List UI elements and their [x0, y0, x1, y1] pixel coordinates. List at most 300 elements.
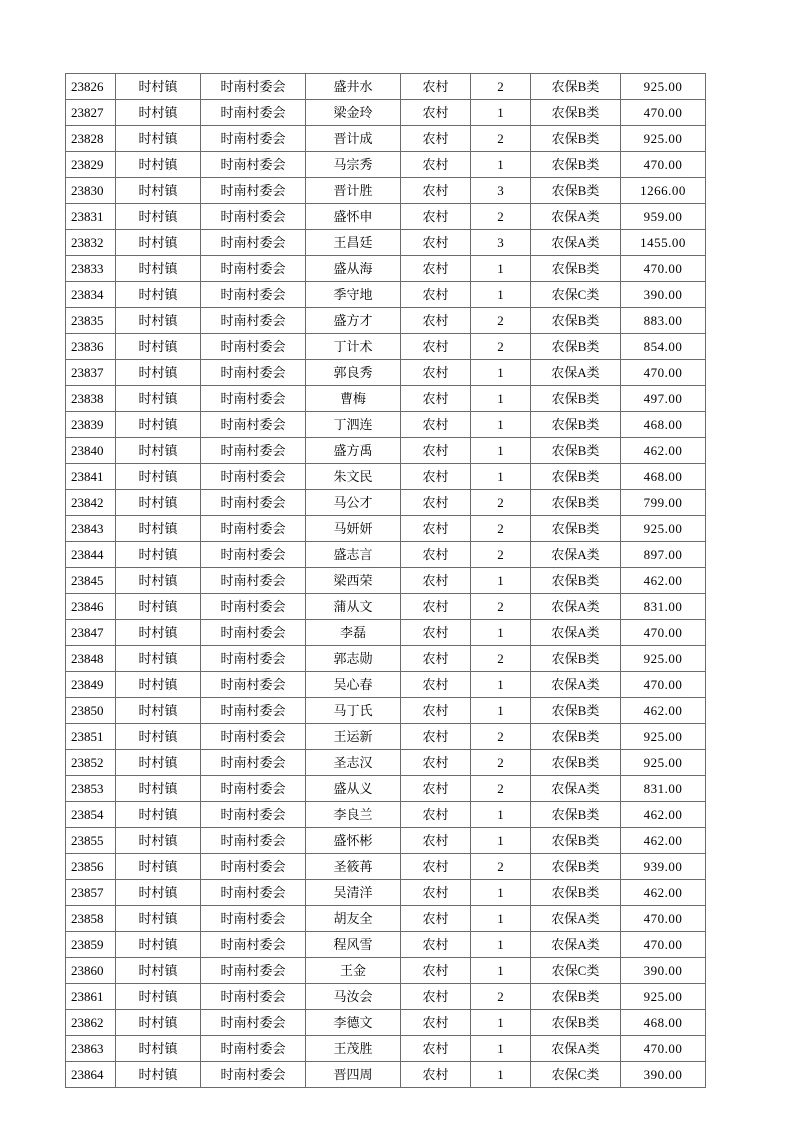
person-count-cell: 1	[471, 464, 531, 490]
amount-cell: 468.00	[621, 464, 706, 490]
amount-cell: 470.00	[621, 1036, 706, 1062]
category-cell: 农村	[401, 308, 471, 334]
category-cell: 农村	[401, 906, 471, 932]
town-cell: 时村镇	[116, 828, 201, 854]
person-name-cell: 盛怀申	[306, 204, 401, 230]
person-name-cell: 盛方才	[306, 308, 401, 334]
serial-number-cell: 23863	[66, 1036, 116, 1062]
category-cell: 农村	[401, 620, 471, 646]
amount-cell: 390.00	[621, 1062, 706, 1088]
person-count-cell: 2	[471, 516, 531, 542]
village-committee-cell: 时南村委会	[201, 776, 306, 802]
town-cell: 时村镇	[116, 568, 201, 594]
insurance-type-cell: 农保C类	[531, 282, 621, 308]
town-cell: 时村镇	[116, 880, 201, 906]
table-row	[66, 178, 706, 204]
insurance-type-cell: 农保A类	[531, 230, 621, 256]
serial-number-cell: 23834	[66, 282, 116, 308]
table-row	[66, 828, 706, 854]
category-cell: 农村	[401, 412, 471, 438]
town-cell: 时村镇	[116, 646, 201, 672]
town-cell: 时村镇	[116, 776, 201, 802]
town-cell: 时村镇	[116, 854, 201, 880]
table-row	[66, 438, 706, 464]
town-cell: 时村镇	[116, 1036, 201, 1062]
person-name-cell: 盛井水	[306, 74, 401, 100]
person-name-cell: 晋四周	[306, 1062, 401, 1088]
insurance-type-cell: 农保A类	[531, 1036, 621, 1062]
town-cell: 时村镇	[116, 698, 201, 724]
category-cell: 农村	[401, 984, 471, 1010]
person-name-cell: 马妍妍	[306, 516, 401, 542]
town-cell: 时村镇	[116, 802, 201, 828]
serial-number-cell: 23833	[66, 256, 116, 282]
town-cell: 时村镇	[116, 594, 201, 620]
category-cell: 农村	[401, 516, 471, 542]
person-count-cell: 2	[471, 334, 531, 360]
insurance-type-cell: 农保B类	[531, 464, 621, 490]
insurance-type-cell: 农保B类	[531, 334, 621, 360]
insurance-type-cell: 农保B类	[531, 802, 621, 828]
category-cell: 农村	[401, 698, 471, 724]
village-committee-cell: 时南村委会	[201, 360, 306, 386]
amount-cell: 925.00	[621, 724, 706, 750]
amount-cell: 1266.00	[621, 178, 706, 204]
village-committee-cell: 时南村委会	[201, 1062, 306, 1088]
person-name-cell: 王茂胜	[306, 1036, 401, 1062]
person-name-cell: 圣筱苒	[306, 854, 401, 880]
village-committee-cell: 时南村委会	[201, 1010, 306, 1036]
person-name-cell: 丁泗连	[306, 412, 401, 438]
amount-cell: 470.00	[621, 906, 706, 932]
serial-number-cell: 23859	[66, 932, 116, 958]
person-name-cell: 朱文民	[306, 464, 401, 490]
insurance-type-cell: 农保B类	[531, 880, 621, 906]
person-count-cell: 1	[471, 698, 531, 724]
person-name-cell: 盛从义	[306, 776, 401, 802]
town-cell: 时村镇	[116, 74, 201, 100]
village-committee-cell: 时南村委会	[201, 334, 306, 360]
table-body	[66, 74, 706, 1088]
table-row	[66, 74, 706, 100]
category-cell: 农村	[401, 438, 471, 464]
amount-cell: 468.00	[621, 1010, 706, 1036]
person-count-cell: 2	[471, 646, 531, 672]
category-cell: 农村	[401, 334, 471, 360]
serial-number-cell: 23852	[66, 750, 116, 776]
category-cell: 农村	[401, 386, 471, 412]
town-cell: 时村镇	[116, 282, 201, 308]
table-row	[66, 880, 706, 906]
village-committee-cell: 时南村委会	[201, 698, 306, 724]
serial-number-cell: 23826	[66, 74, 116, 100]
person-count-cell: 1	[471, 828, 531, 854]
table-row	[66, 750, 706, 776]
table-row	[66, 984, 706, 1010]
person-name-cell: 程风雪	[306, 932, 401, 958]
town-cell: 时村镇	[116, 932, 201, 958]
village-committee-cell: 时南村委会	[201, 308, 306, 334]
person-name-cell: 盛志言	[306, 542, 401, 568]
insurance-type-cell: 农保C类	[531, 1062, 621, 1088]
category-cell: 农村	[401, 932, 471, 958]
category-cell: 农村	[401, 828, 471, 854]
amount-cell: 468.00	[621, 412, 706, 438]
village-committee-cell: 时南村委会	[201, 74, 306, 100]
category-cell: 农村	[401, 672, 471, 698]
table-row	[66, 854, 706, 880]
town-cell: 时村镇	[116, 152, 201, 178]
village-committee-cell: 时南村委会	[201, 906, 306, 932]
village-committee-cell: 时南村委会	[201, 438, 306, 464]
town-cell: 时村镇	[116, 750, 201, 776]
person-name-cell: 王金	[306, 958, 401, 984]
amount-cell: 390.00	[621, 282, 706, 308]
serial-number-cell: 23861	[66, 984, 116, 1010]
person-count-cell: 1	[471, 100, 531, 126]
table-row	[66, 204, 706, 230]
person-name-cell: 郭良秀	[306, 360, 401, 386]
insurance-type-cell: 农保B类	[531, 256, 621, 282]
table-row	[66, 230, 706, 256]
town-cell: 时村镇	[116, 1010, 201, 1036]
insurance-type-cell: 农保B类	[531, 74, 621, 100]
table-row	[66, 672, 706, 698]
table-row	[66, 1062, 706, 1088]
table-row	[66, 698, 706, 724]
table-row	[66, 932, 706, 958]
category-cell: 农村	[401, 490, 471, 516]
amount-cell: 462.00	[621, 828, 706, 854]
amount-cell: 497.00	[621, 386, 706, 412]
person-name-cell: 吴清洋	[306, 880, 401, 906]
town-cell: 时村镇	[116, 334, 201, 360]
person-count-cell: 3	[471, 178, 531, 204]
person-name-cell: 晋计成	[306, 126, 401, 152]
amount-cell: 462.00	[621, 802, 706, 828]
person-count-cell: 1	[471, 152, 531, 178]
serial-number-cell: 23836	[66, 334, 116, 360]
amount-cell: 462.00	[621, 438, 706, 464]
person-name-cell: 李磊	[306, 620, 401, 646]
person-count-cell: 2	[471, 984, 531, 1010]
person-count-cell: 1	[471, 672, 531, 698]
serial-number-cell: 23860	[66, 958, 116, 984]
insurance-type-cell: 农保B类	[531, 828, 621, 854]
category-cell: 农村	[401, 854, 471, 880]
serial-number-cell: 23851	[66, 724, 116, 750]
person-name-cell: 王运新	[306, 724, 401, 750]
serial-number-cell: 23855	[66, 828, 116, 854]
insurance-type-cell: 农保B类	[531, 386, 621, 412]
category-cell: 农村	[401, 1062, 471, 1088]
person-count-cell: 2	[471, 542, 531, 568]
table-row	[66, 386, 706, 412]
village-committee-cell: 时南村委会	[201, 100, 306, 126]
town-cell: 时村镇	[116, 724, 201, 750]
category-cell: 农村	[401, 958, 471, 984]
category-cell: 农村	[401, 204, 471, 230]
category-cell: 农村	[401, 152, 471, 178]
village-committee-cell: 时南村委会	[201, 516, 306, 542]
serial-number-cell: 23841	[66, 464, 116, 490]
village-committee-cell: 时南村委会	[201, 984, 306, 1010]
village-committee-cell: 时南村委会	[201, 230, 306, 256]
insurance-type-cell: 农保B类	[531, 984, 621, 1010]
town-cell: 时村镇	[116, 516, 201, 542]
amount-cell: 831.00	[621, 776, 706, 802]
person-name-cell: 马宗秀	[306, 152, 401, 178]
serial-number-cell: 23858	[66, 906, 116, 932]
person-count-cell: 2	[471, 308, 531, 334]
insurance-type-cell: 农保A类	[531, 776, 621, 802]
amount-cell: 1455.00	[621, 230, 706, 256]
village-committee-cell: 时南村委会	[201, 802, 306, 828]
person-count-cell: 2	[471, 724, 531, 750]
amount-cell: 925.00	[621, 750, 706, 776]
serial-number-cell: 23846	[66, 594, 116, 620]
amount-cell: 925.00	[621, 126, 706, 152]
table-row	[66, 464, 706, 490]
pension-roster-table	[65, 73, 706, 1088]
table-row	[66, 308, 706, 334]
person-name-cell: 曹梅	[306, 386, 401, 412]
town-cell: 时村镇	[116, 542, 201, 568]
person-name-cell: 吴心春	[306, 672, 401, 698]
village-committee-cell: 时南村委会	[201, 256, 306, 282]
village-committee-cell: 时南村委会	[201, 594, 306, 620]
insurance-type-cell: 农保B类	[531, 568, 621, 594]
amount-cell: 854.00	[621, 334, 706, 360]
village-committee-cell: 时南村委会	[201, 152, 306, 178]
person-count-cell: 1	[471, 932, 531, 958]
table-row	[66, 776, 706, 802]
category-cell: 农村	[401, 74, 471, 100]
person-name-cell: 马公才	[306, 490, 401, 516]
village-committee-cell: 时南村委会	[201, 672, 306, 698]
person-count-cell: 2	[471, 204, 531, 230]
serial-number-cell: 23827	[66, 100, 116, 126]
table-row	[66, 958, 706, 984]
insurance-type-cell: 农保B类	[531, 100, 621, 126]
serial-number-cell: 23847	[66, 620, 116, 646]
table-row	[66, 802, 706, 828]
town-cell: 时村镇	[116, 438, 201, 464]
person-name-cell: 圣志汉	[306, 750, 401, 776]
person-count-cell: 1	[471, 568, 531, 594]
insurance-type-cell: 农保B类	[531, 178, 621, 204]
insurance-type-cell: 农保A类	[531, 620, 621, 646]
person-count-cell: 1	[471, 1036, 531, 1062]
amount-cell: 462.00	[621, 568, 706, 594]
village-committee-cell: 时南村委会	[201, 490, 306, 516]
amount-cell: 390.00	[621, 958, 706, 984]
insurance-type-cell: 农保B类	[531, 646, 621, 672]
village-committee-cell: 时南村委会	[201, 932, 306, 958]
person-count-cell: 1	[471, 256, 531, 282]
town-cell: 时村镇	[116, 1062, 201, 1088]
amount-cell: 470.00	[621, 256, 706, 282]
serial-number-cell: 23854	[66, 802, 116, 828]
person-name-cell: 马汝会	[306, 984, 401, 1010]
serial-number-cell: 23844	[66, 542, 116, 568]
town-cell: 时村镇	[116, 386, 201, 412]
person-count-cell: 1	[471, 438, 531, 464]
table-row	[66, 282, 706, 308]
amount-cell: 470.00	[621, 932, 706, 958]
table-row	[66, 594, 706, 620]
person-name-cell: 胡友全	[306, 906, 401, 932]
insurance-type-cell: 农保A类	[531, 594, 621, 620]
person-count-cell: 1	[471, 906, 531, 932]
amount-cell: 831.00	[621, 594, 706, 620]
person-name-cell: 盛方禹	[306, 438, 401, 464]
person-name-cell: 盛从海	[306, 256, 401, 282]
person-count-cell: 2	[471, 126, 531, 152]
village-committee-cell: 时南村委会	[201, 568, 306, 594]
insurance-type-cell: 农保A类	[531, 906, 621, 932]
person-count-cell: 1	[471, 1010, 531, 1036]
village-committee-cell: 时南村委会	[201, 178, 306, 204]
village-committee-cell: 时南村委会	[201, 126, 306, 152]
amount-cell: 470.00	[621, 100, 706, 126]
village-committee-cell: 时南村委会	[201, 1036, 306, 1062]
amount-cell: 462.00	[621, 698, 706, 724]
serial-number-cell: 23832	[66, 230, 116, 256]
insurance-type-cell: 农保A类	[531, 204, 621, 230]
person-count-cell: 2	[471, 74, 531, 100]
category-cell: 农村	[401, 776, 471, 802]
town-cell: 时村镇	[116, 360, 201, 386]
person-name-cell: 晋计胜	[306, 178, 401, 204]
serial-number-cell: 23862	[66, 1010, 116, 1036]
serial-number-cell: 23856	[66, 854, 116, 880]
person-count-cell: 1	[471, 386, 531, 412]
category-cell: 农村	[401, 230, 471, 256]
town-cell: 时村镇	[116, 984, 201, 1010]
amount-cell: 925.00	[621, 984, 706, 1010]
insurance-type-cell: 农保B类	[531, 750, 621, 776]
serial-number-cell: 23837	[66, 360, 116, 386]
town-cell: 时村镇	[116, 464, 201, 490]
town-cell: 时村镇	[116, 126, 201, 152]
insurance-type-cell: 农保B类	[531, 308, 621, 334]
category-cell: 农村	[401, 360, 471, 386]
amount-cell: 939.00	[621, 854, 706, 880]
person-count-cell: 1	[471, 412, 531, 438]
serial-number-cell: 23857	[66, 880, 116, 906]
person-count-cell: 1	[471, 360, 531, 386]
village-committee-cell: 时南村委会	[201, 204, 306, 230]
insurance-type-cell: 农保A类	[531, 672, 621, 698]
amount-cell: 470.00	[621, 672, 706, 698]
table-row	[66, 646, 706, 672]
insurance-type-cell: 农保A类	[531, 932, 621, 958]
town-cell: 时村镇	[116, 178, 201, 204]
amount-cell: 470.00	[621, 360, 706, 386]
category-cell: 农村	[401, 1010, 471, 1036]
person-name-cell: 盛怀彬	[306, 828, 401, 854]
person-count-cell: 2	[471, 776, 531, 802]
serial-number-cell: 23835	[66, 308, 116, 334]
category-cell: 农村	[401, 256, 471, 282]
category-cell: 农村	[401, 126, 471, 152]
person-name-cell: 季守地	[306, 282, 401, 308]
village-committee-cell: 时南村委会	[201, 646, 306, 672]
town-cell: 时村镇	[116, 906, 201, 932]
town-cell: 时村镇	[116, 620, 201, 646]
category-cell: 农村	[401, 464, 471, 490]
person-count-cell: 3	[471, 230, 531, 256]
serial-number-cell: 23853	[66, 776, 116, 802]
category-cell: 农村	[401, 178, 471, 204]
table-row	[66, 490, 706, 516]
person-count-cell: 1	[471, 958, 531, 984]
table-row	[66, 100, 706, 126]
serial-number-cell: 23828	[66, 126, 116, 152]
insurance-type-cell: 农保A类	[531, 360, 621, 386]
town-cell: 时村镇	[116, 490, 201, 516]
serial-number-cell: 23840	[66, 438, 116, 464]
person-count-cell: 1	[471, 620, 531, 646]
amount-cell: 959.00	[621, 204, 706, 230]
amount-cell: 925.00	[621, 646, 706, 672]
amount-cell: 470.00	[621, 152, 706, 178]
serial-number-cell: 23839	[66, 412, 116, 438]
table-row	[66, 568, 706, 594]
category-cell: 农村	[401, 1036, 471, 1062]
town-cell: 时村镇	[116, 256, 201, 282]
table-row	[66, 152, 706, 178]
insurance-type-cell: 农保B类	[531, 724, 621, 750]
table-row	[66, 360, 706, 386]
insurance-type-cell: 农保B类	[531, 698, 621, 724]
serial-number-cell: 23864	[66, 1062, 116, 1088]
serial-number-cell: 23843	[66, 516, 116, 542]
table-row	[66, 724, 706, 750]
village-committee-cell: 时南村委会	[201, 620, 306, 646]
serial-number-cell: 23831	[66, 204, 116, 230]
serial-number-cell: 23845	[66, 568, 116, 594]
person-count-cell: 1	[471, 1062, 531, 1088]
person-count-cell: 1	[471, 880, 531, 906]
amount-cell: 925.00	[621, 74, 706, 100]
town-cell: 时村镇	[116, 672, 201, 698]
insurance-type-cell: 农保B类	[531, 1010, 621, 1036]
person-name-cell: 梁金玲	[306, 100, 401, 126]
insurance-type-cell: 农保C类	[531, 958, 621, 984]
category-cell: 农村	[401, 646, 471, 672]
village-committee-cell: 时南村委会	[201, 880, 306, 906]
town-cell: 时村镇	[116, 204, 201, 230]
category-cell: 农村	[401, 750, 471, 776]
serial-number-cell: 23848	[66, 646, 116, 672]
amount-cell: 883.00	[621, 308, 706, 334]
table-row	[66, 126, 706, 152]
town-cell: 时村镇	[116, 412, 201, 438]
person-name-cell: 丁计术	[306, 334, 401, 360]
serial-number-cell: 23849	[66, 672, 116, 698]
category-cell: 农村	[401, 802, 471, 828]
category-cell: 农村	[401, 542, 471, 568]
village-committee-cell: 时南村委会	[201, 828, 306, 854]
insurance-type-cell: 农保B类	[531, 438, 621, 464]
person-name-cell: 马丁氏	[306, 698, 401, 724]
amount-cell: 799.00	[621, 490, 706, 516]
village-committee-cell: 时南村委会	[201, 750, 306, 776]
person-name-cell: 王昌廷	[306, 230, 401, 256]
person-name-cell: 梁西荣	[306, 568, 401, 594]
